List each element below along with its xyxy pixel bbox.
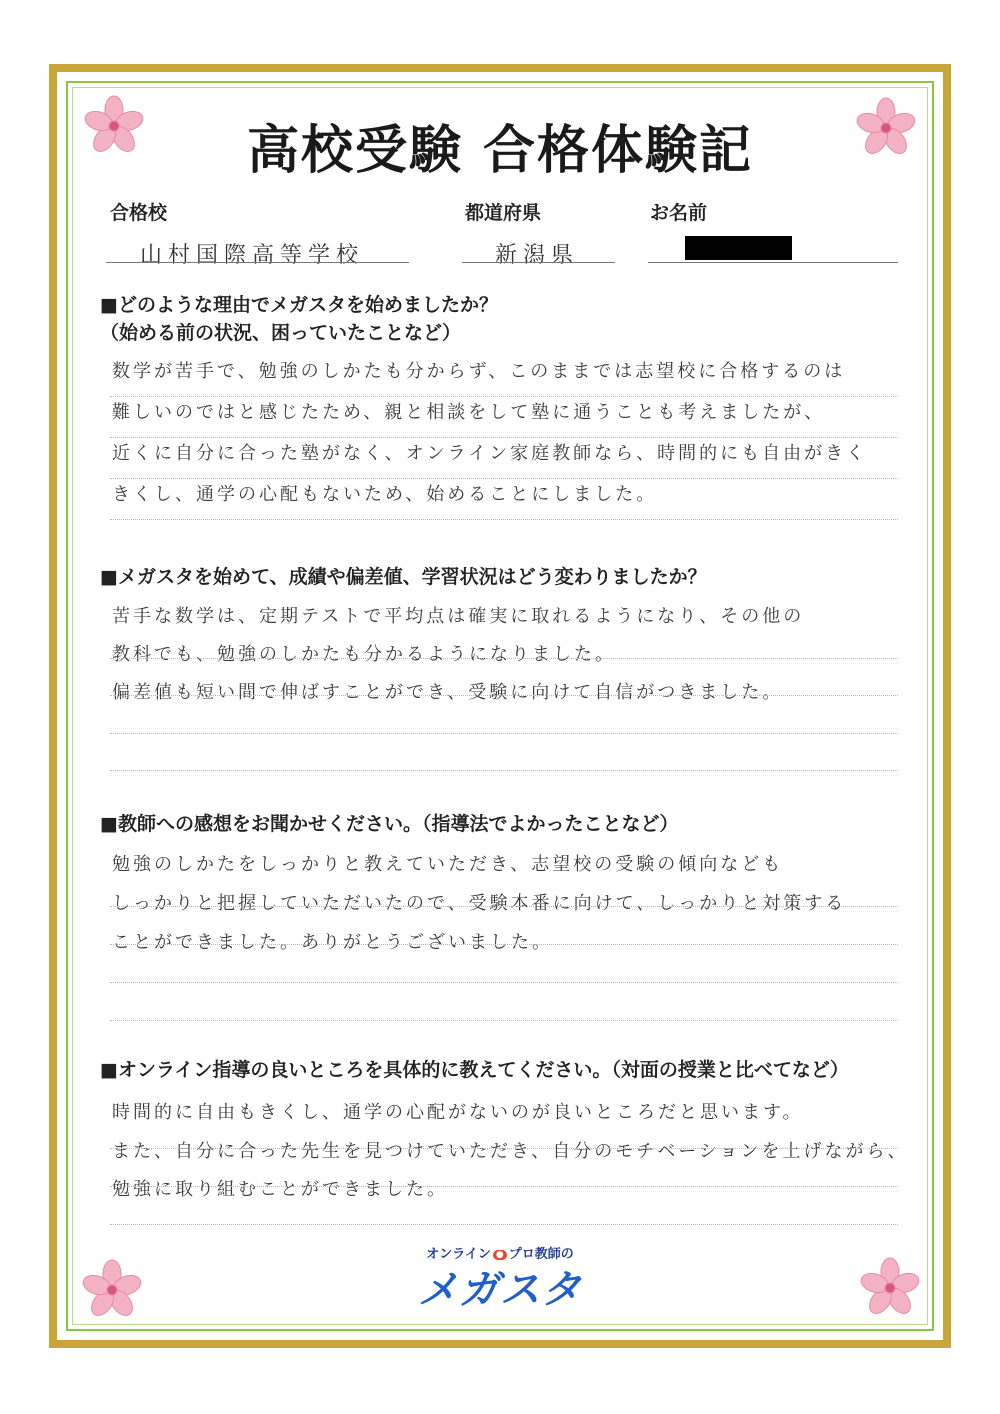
prefecture-underline <box>462 262 615 263</box>
rule <box>110 982 898 983</box>
logo-name: メガスタ <box>418 1267 582 1313</box>
question-4: ■オンライン指導の良いところを具体的に教えてください。（対面の授業と比べてなど） <box>100 1059 849 1081</box>
rule <box>110 1186 898 1187</box>
rule <box>110 944 898 945</box>
answer-4-line-3: 勉強に取り組むことができました。 <box>112 1179 448 1200</box>
chat-bubble-icon: ● <box>493 1250 507 1260</box>
answer-3-line-2: しっかりと把握していただいたので、受験本番に向けて、しっかりと対策する <box>112 893 847 914</box>
school-value: 山村国際高等学校 <box>140 243 365 268</box>
rule <box>110 1020 898 1021</box>
prefecture-value: 新潟県 <box>495 243 580 268</box>
rule <box>110 733 898 734</box>
answer-4-line-1: 時間的に自由もきくし、通学の心配がないのが良いところだと思います。 <box>112 1102 804 1123</box>
answer-2-line-3: 偏差値も短い間で伸ばすことができ、受験に向けて自信がつきました。 <box>112 682 784 703</box>
rule <box>110 658 898 659</box>
school-label: 合格校 <box>110 202 168 224</box>
answer-3-line-3: ことができました。ありがとうございました。 <box>112 932 553 953</box>
answer-2-line-2: 教科でも、勉強のしかたも分かるようになりました。 <box>112 644 616 665</box>
rule <box>110 906 898 907</box>
answer-1-line-3: 近くに自分に合った塾がなく、オンライン家庭教師なら、時間的にも自由がきく <box>112 443 868 464</box>
answer-2-line-1: 苦手な数学は、定期テストで平均点は確実に取れるようになり、その他の <box>112 606 805 627</box>
question-2: ■メガスタを始めて、成績や偏差値、学習状況はどう変わりましたか？ <box>100 566 707 588</box>
prefecture-label: 都道府県 <box>465 202 542 224</box>
rule <box>110 519 898 520</box>
redacted-name <box>685 236 792 260</box>
question-1-sub: （始める前の状況、困っていたことなど） <box>100 322 462 344</box>
question-1: ■どのような理由でメガスタを始めましたか？ <box>100 294 498 316</box>
question-3: ■教師への感想をお聞かせください。（指導法でよかったことなど） <box>100 813 679 835</box>
rule <box>110 437 898 438</box>
logo-tagline-left: オンライン <box>426 1247 491 1262</box>
school-underline <box>106 262 409 263</box>
page-title: 高校受験 合格体験記 <box>246 121 754 181</box>
rule <box>110 396 898 397</box>
rule <box>110 1224 898 1225</box>
answer-1-line-4: きくし、通学の心配もないため、始めることにしました。 <box>112 484 658 505</box>
answer-1-line-1: 数学が苦手で、勉強のしかたも分からず、このままでは志望校に合格するのは <box>112 361 846 382</box>
rule <box>110 1148 898 1149</box>
answer-1-line-2: 難しいのではと感じたため、親と相談をして塾に通うことも考えましたが、 <box>112 402 826 423</box>
rule <box>110 695 898 696</box>
name-underline <box>648 262 898 263</box>
rule <box>110 770 898 771</box>
logo-tagline-right: プロ教師の <box>508 1247 574 1262</box>
answer-3-line-1: 勉強のしかたをしっかりと教えていただき、志望校の受験の傾向なども <box>112 854 784 875</box>
name-label: お名前 <box>650 202 708 224</box>
answer-4-line-2: また、自分に合った先生を見つけていただき、自分のモチベーションを上げながら、 <box>112 1141 909 1162</box>
rule <box>110 478 898 479</box>
